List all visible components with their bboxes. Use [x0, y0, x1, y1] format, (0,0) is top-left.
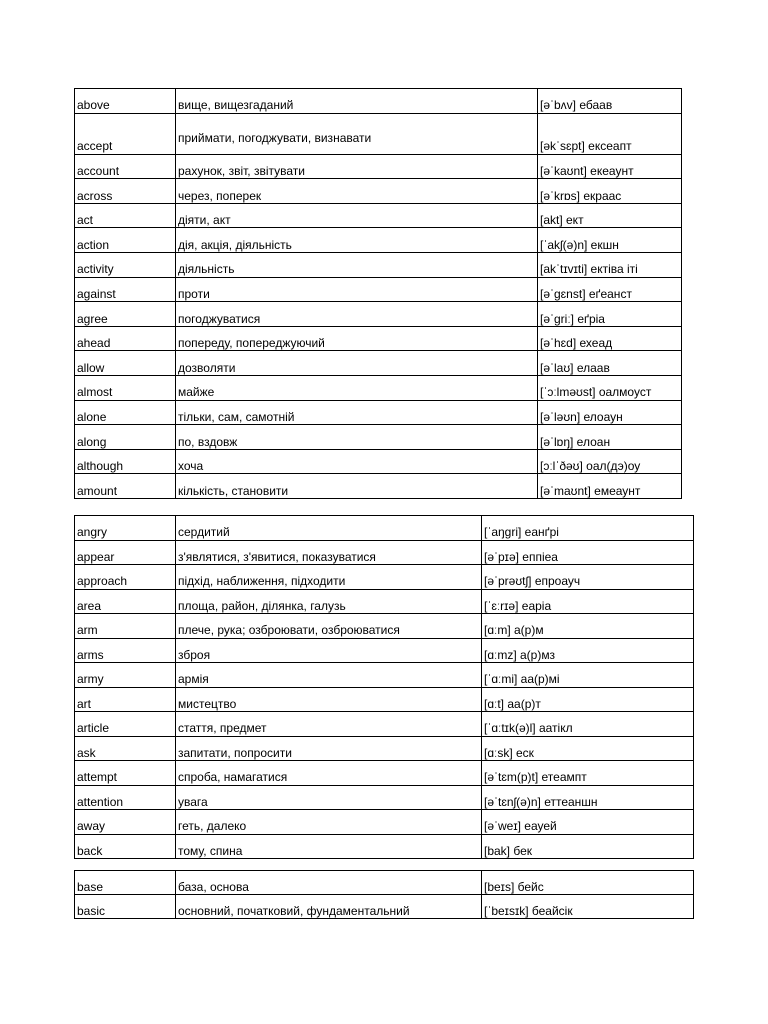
translation-cell: армія: [176, 663, 482, 688]
translation-cell: стаття, предмет: [176, 712, 482, 737]
pronunciation-cell: [ˈbeɪsɪk] беайсік: [482, 895, 694, 919]
translation-cell: зброя: [176, 638, 482, 663]
word-cell: away: [75, 810, 176, 835]
translation-cell: попереду, попереджуючий: [176, 326, 538, 351]
translation-cell: запитати, попросити: [176, 736, 482, 761]
translation-cell: основний, початковий, фундаментальний: [176, 895, 482, 919]
pronunciation-cell: [əˈkrɒs] екраас: [538, 179, 682, 204]
translation-cell: вище, вищезгаданий: [176, 89, 538, 114]
word-cell: act: [75, 203, 176, 228]
word-cell: almost: [75, 375, 176, 400]
pronunciation-cell: [əˈlaʊ] елаав: [538, 351, 682, 376]
pronunciation-cell: [əˈweɪ] еауей: [482, 810, 694, 835]
word-cell: art: [75, 687, 176, 712]
translation-cell: діяльність: [176, 252, 538, 277]
table-row: [75, 834, 694, 859]
word-cell: although: [75, 449, 176, 474]
word-cell: amount: [75, 474, 176, 499]
pronunciation-cell: [əkˈsɛpt] ексеапт: [538, 113, 682, 154]
word-cell: attempt: [75, 761, 176, 786]
vocabulary-table-1: [74, 88, 682, 499]
table-row: [75, 449, 682, 474]
translation-cell: [176, 113, 538, 154]
pronunciation-cell: [ˈakʃ(ə)n] екшн: [538, 228, 682, 253]
pronunciation-cell: [əˈtɛnʃ(ə)n] еттеаншн: [482, 785, 694, 810]
word-cell: agree: [75, 302, 176, 327]
word-cell: approach: [75, 565, 176, 590]
pronunciation-cell: [əˈkaʊnt] екеаунт: [538, 154, 682, 179]
word-cell: along: [75, 425, 176, 450]
pronunciation-cell: [ɔːlˈðəʊ] оал(дэ)оу: [538, 449, 682, 474]
table-row: [75, 351, 682, 376]
pronunciation-cell: [əˈbʌv] ебаав: [538, 89, 682, 114]
word-cell: activity: [75, 252, 176, 277]
word-cell: attention: [75, 785, 176, 810]
pronunciation-cell: [əˈtɛm(p)t] етеампт: [482, 761, 694, 786]
table-row: [75, 736, 694, 761]
word-cell: arm: [75, 614, 176, 639]
word-cell: article: [75, 712, 176, 737]
table-row: [75, 203, 682, 228]
word-cell: above: [75, 89, 176, 114]
translation-cell: геть, далеко: [176, 810, 482, 835]
table-row: [75, 565, 694, 590]
table-row: [75, 687, 694, 712]
table-row: [75, 113, 682, 154]
translation-cell: спроба, намагатися: [176, 761, 482, 786]
word-cell: ask: [75, 736, 176, 761]
pronunciation-cell: [beɪs] бейс: [482, 871, 694, 895]
word-cell: alone: [75, 400, 176, 425]
table-row: [75, 89, 682, 114]
word-cell: action: [75, 228, 176, 253]
translation-cell: дія, акція, діяльність: [176, 228, 538, 253]
pronunciation-cell: [əˈhɛd] ехеад: [538, 326, 682, 351]
table-row: [75, 895, 694, 919]
table-row: [75, 712, 694, 737]
pronunciation-cell: [əˈlɒŋ] елоан: [538, 425, 682, 450]
translation-cell: через, поперек: [176, 179, 538, 204]
table-row: [75, 277, 682, 302]
word-cell: accept: [75, 113, 176, 154]
word-cell: army: [75, 663, 176, 688]
table-row: [75, 302, 682, 327]
translation-cell: з'являтися, з'явитися, показуватися: [176, 540, 482, 565]
pronunciation-cell: [ɑːt] аа(р)т: [482, 687, 694, 712]
translation-cell: хоча: [176, 449, 538, 474]
pronunciation-cell: [akt] ект: [538, 203, 682, 228]
pronunciation-cell: [ˈɑːtɪk(ə)l] аатікл: [482, 712, 694, 737]
pronunciation-cell: [əˈpɪə] еппіеа: [482, 540, 694, 565]
translation-cell: дозволяти: [176, 351, 538, 376]
translation-cell: площа, район, ділянка, галузь: [176, 589, 482, 614]
word-cell: angry: [75, 516, 176, 541]
table-row: [75, 400, 682, 425]
table-row: [75, 785, 694, 810]
pronunciation-cell: [ˈɔːlməʊst] оалмоуст: [538, 375, 682, 400]
pronunciation-cell: [ˈɛːrɪə] еаріа: [482, 589, 694, 614]
word-cell: back: [75, 834, 176, 859]
table-row: [75, 589, 694, 614]
table-row: [75, 228, 682, 253]
table-row: [75, 179, 682, 204]
translation-cell: тільки, сам, самотній: [176, 400, 538, 425]
translation-cell: плече, рука; озброювати, озброюватися: [176, 614, 482, 639]
translation-cell: тому, спина: [176, 834, 482, 859]
pronunciation-cell: [ɑːsk] еск: [482, 736, 694, 761]
pronunciation-cell: [əˈmaʊnt] емеаунт: [538, 474, 682, 499]
pronunciation-cell: [əˈgriː] еґріа: [538, 302, 682, 327]
translation-text: приймати, погоджувати, визнавати: [178, 131, 372, 146]
table-row: [75, 425, 682, 450]
table-row: [75, 540, 694, 565]
table-row: [75, 638, 694, 663]
pronunciation-cell: [akˈtɪvɪti] ектіва іті: [538, 252, 682, 277]
table-row: [75, 154, 682, 179]
vocabulary-table-3: [74, 870, 694, 919]
pronunciation-cell: [bak] бек: [482, 834, 694, 859]
word-cell: arms: [75, 638, 176, 663]
pronunciation-cell: [ɑːmz] а(р)мз: [482, 638, 694, 663]
word-cell: basic: [75, 895, 176, 919]
word-cell: allow: [75, 351, 176, 376]
pronunciation-cell: [ɑːm] а(р)м: [482, 614, 694, 639]
table-row: [75, 761, 694, 786]
translation-cell: по, вздовж: [176, 425, 538, 450]
translation-cell: погоджуватися: [176, 302, 538, 327]
word-cell: appear: [75, 540, 176, 565]
table-row: [75, 871, 694, 895]
pronunciation-cell: [ˈaŋgri] еанґрі: [482, 516, 694, 541]
pronunciation-cell: [əˈgɛnst] еґеанст: [538, 277, 682, 302]
translation-cell: рахунок, звіт, звітувати: [176, 154, 538, 179]
translation-cell: база, основа: [176, 871, 482, 895]
table-row: [75, 614, 694, 639]
word-cell: ahead: [75, 326, 176, 351]
word-cell: area: [75, 589, 176, 614]
vocabulary-table-2: [74, 515, 694, 859]
table-row: [75, 474, 682, 499]
pronunciation-cell: [əˈləʊn] елоаун: [538, 400, 682, 425]
translation-cell: діяти, акт: [176, 203, 538, 228]
table-row: [75, 375, 682, 400]
table-row: [75, 326, 682, 351]
word-cell: base: [75, 871, 176, 895]
translation-cell: кількість, становити: [176, 474, 538, 499]
pronunciation-cell: [ˈɑːmi] аа(р)мі: [482, 663, 694, 688]
translation-cell: проти: [176, 277, 538, 302]
pronunciation-cell: [əˈprəʊtʃ] епроауч: [482, 565, 694, 590]
translation-cell: підхід, наближення, підходити: [176, 565, 482, 590]
word-cell: against: [75, 277, 176, 302]
table-row: [75, 663, 694, 688]
translation-cell: майже: [176, 375, 538, 400]
translation-cell: сердитий: [176, 516, 482, 541]
table-row: [75, 252, 682, 277]
word-cell: across: [75, 179, 176, 204]
translation-cell: мистецтво: [176, 687, 482, 712]
table-row: [75, 516, 694, 541]
word-cell: account: [75, 154, 176, 179]
translation-cell: увага: [176, 785, 482, 810]
table-row: [75, 810, 694, 835]
